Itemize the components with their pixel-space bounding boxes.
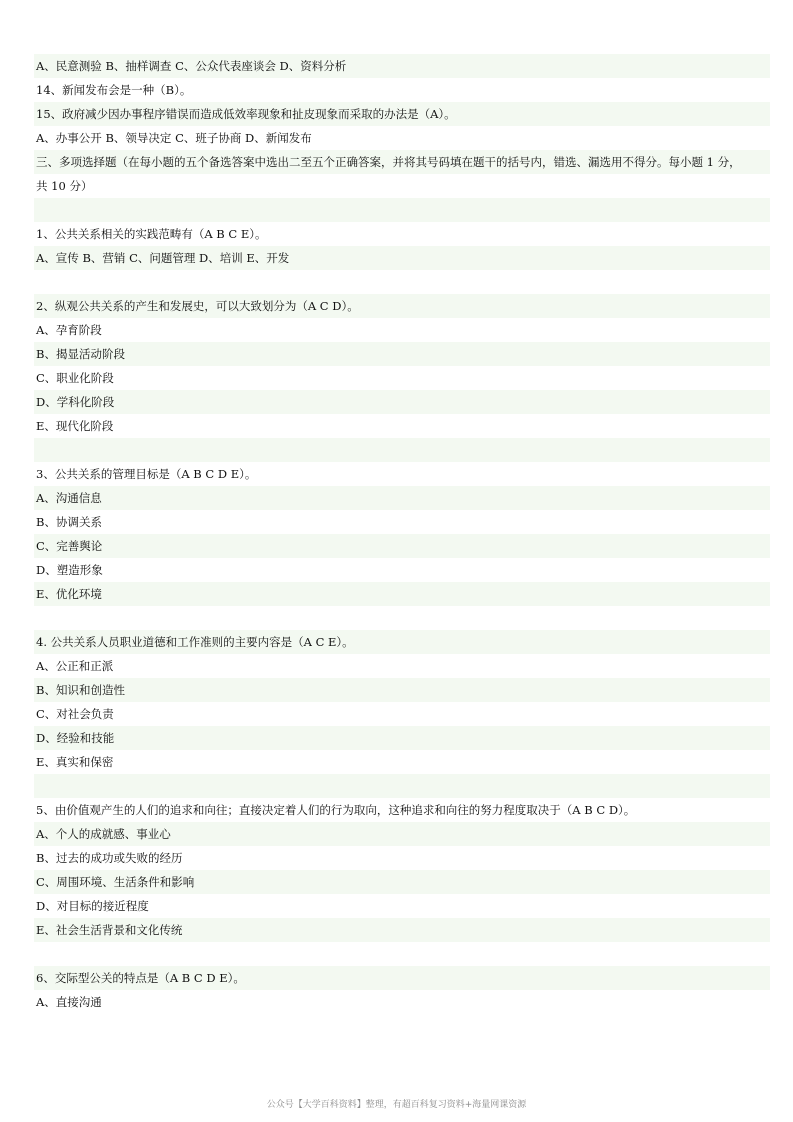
- option-line: B、知识和创造性: [34, 678, 770, 702]
- option-line: C、对社会负责: [34, 702, 770, 726]
- option-line: E、优化环境: [34, 582, 770, 606]
- option-line: C、职业化阶段: [34, 366, 770, 390]
- option-line: E、社会生活背景和文化传统: [34, 918, 770, 942]
- option-line: A、公正和正派: [34, 654, 770, 678]
- question-line: 1、公共关系相关的实践范畴有（A B C E）。: [34, 222, 770, 246]
- question-line: 14、新闻发布会是一种（B）。: [34, 78, 770, 102]
- blank-line: [34, 942, 770, 966]
- footer-note: 公众号【大学百科资料】整理，有超百科复习资料+海量网课资源: [266, 1100, 527, 1110]
- question-line: 6、交际型公关的特点是（A B C D E）。: [34, 966, 770, 990]
- text-line: A、民意测验 B、抽样调查 C、公众代表座谈会 D、资料分析: [34, 54, 770, 78]
- blank-line: [34, 606, 770, 630]
- option-line: B、协调关系: [34, 510, 770, 534]
- option-line: A、直接沟通: [34, 990, 770, 1014]
- question-line: 5、由价值观产生的人们的追求和向往；直接决定着人们的行为取向，这种追求和向往的努力程度取决于（A B C D）。: [34, 798, 770, 822]
- option-line: D、经验和技能: [34, 726, 770, 750]
- option-line: B、揭显活动阶段: [34, 342, 770, 366]
- question-line: 3、公共关系的管理目标是（A B C D E）。: [34, 462, 770, 486]
- option-line: E、现代化阶段: [34, 414, 770, 438]
- question-line: 4. 公共关系人员职业道德和工作准则的主要内容是（A C E）。: [34, 630, 770, 654]
- option-line: C、完善舆论: [34, 534, 770, 558]
- options-line: A、办事公开 B、领导决定 C、班子协商 D、新闻发布: [34, 126, 770, 150]
- option-line: A、孕育阶段: [34, 318, 770, 342]
- option-line: B、过去的成功或失败的经历: [34, 846, 770, 870]
- options-line: A、宣传 B、营销 C、问题管理 D、培训 E、开发: [34, 246, 770, 270]
- blank-line: [34, 774, 770, 798]
- option-line: C、周围环境、生活条件和影响: [34, 870, 770, 894]
- option-line: A、个人的成就感、事业心: [34, 822, 770, 846]
- blank-line: [34, 438, 770, 462]
- blank-line: [34, 198, 770, 222]
- section-heading-continued: 共 10 分）: [34, 174, 770, 198]
- question-line: 2、纵观公共关系的产生和发展史，可以大致划分为（A C D）。: [34, 294, 770, 318]
- option-line: D、塑造形象: [34, 558, 770, 582]
- section-heading: 三、多项选择题（在每小题的五个备选答案中选出二至五个正确答案，并将其号码填在题干的括号内，错选、漏选用不得分。每小题 1 分，: [34, 150, 770, 174]
- document-body: [34, 54, 770, 1014]
- blank-line: [34, 270, 770, 294]
- question-line: 15、政府减少因办事程序错误而造成低效率现象和扯皮现象而采取的办法是（A）。: [34, 102, 770, 126]
- option-line: A、沟通信息: [34, 486, 770, 510]
- option-line: E、真实和保密: [34, 750, 770, 774]
- option-line: D、对目标的接近程度: [34, 894, 770, 918]
- option-line: D、学科化阶段: [34, 390, 770, 414]
